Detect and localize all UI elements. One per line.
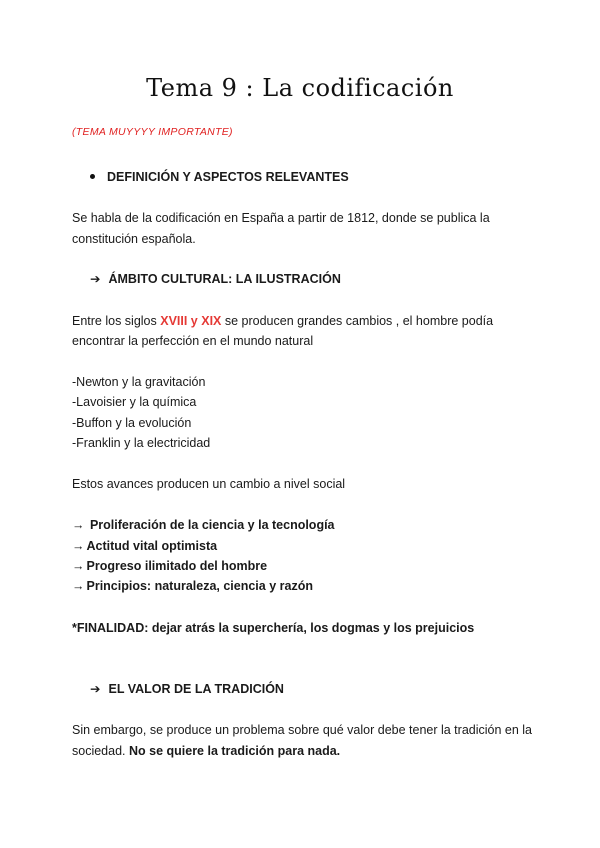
consequence-text: Principios: naturaleza, ciencia y razón [86, 579, 313, 593]
heading-text: DEFINICIÓN Y ASPECTOS RELEVANTES [107, 170, 349, 184]
bullet-dot-icon [90, 174, 95, 179]
paragraph-line: Se habla de la codificación en España a partir de 1812, donde se publica la [72, 211, 490, 225]
finalidad-statement: *FINALIDAD: dejar atrás la superchería, los dogmas y los prejuicios [72, 621, 475, 635]
list-item: -Lavoisier y la química [72, 395, 197, 409]
arrow-right-icon: → [72, 518, 85, 532]
arrow-right-icon: ➔ [90, 272, 101, 286]
paragraph-line [72, 741, 340, 761]
section-heading-ambito-cultural [90, 269, 341, 289]
importance-note: (TEMA MUYYYY IMPORTANTE) [72, 126, 233, 138]
text-segment: sociedad. [72, 744, 129, 758]
heading-text: EL VALOR DE LA TRADICIÓN [108, 682, 284, 696]
consequence-text: Proliferación de la ciencia y la tecnología [86, 518, 335, 532]
consequence-item [72, 556, 267, 576]
highlighted-centuries: XVIII y XIX [160, 314, 222, 328]
paragraph-line: constitución española. [72, 232, 196, 246]
list-item: -Franklin y la electricidad [72, 436, 211, 450]
consequence-item [72, 576, 313, 596]
heading-text: ÁMBITO CULTURAL: LA ILUSTRACIÓN [108, 272, 341, 286]
text-segment: Entre los siglos [72, 314, 161, 328]
arrow-right-icon: ➔ [90, 682, 101, 696]
paragraph-line: Sin embargo, se produce un problema sobre qué valor debe tener la tradición en la [72, 723, 533, 737]
arrow-right-icon: → [72, 539, 85, 553]
page-title: Tema 9 : La codificación [146, 74, 454, 102]
list-item: -Buffon y la evolución [72, 416, 192, 430]
arrow-right-icon: → [72, 579, 85, 593]
paragraph-line: Estos avances producen un cambio a nivel social [72, 477, 346, 491]
consequence-item [72, 536, 217, 556]
paragraph-line [72, 311, 493, 331]
section-heading-definicion [90, 167, 349, 187]
emphasis-text: No se quiere la tradición para nada. [128, 744, 341, 758]
arrow-right-icon: → [72, 559, 85, 573]
consequence-text: Actitud vital optimista [86, 539, 218, 553]
text-segment: se producen grandes cambios , el hombre podía [221, 314, 494, 328]
section-heading-valor-tradicion [90, 679, 284, 699]
list-item: -Newton y la gravitación [72, 375, 206, 389]
consequence-text: Progreso ilimitado del hombre [86, 559, 268, 573]
consequence-item [72, 515, 335, 535]
paragraph-line: encontrar la perfección en el mundo natural [72, 334, 314, 348]
